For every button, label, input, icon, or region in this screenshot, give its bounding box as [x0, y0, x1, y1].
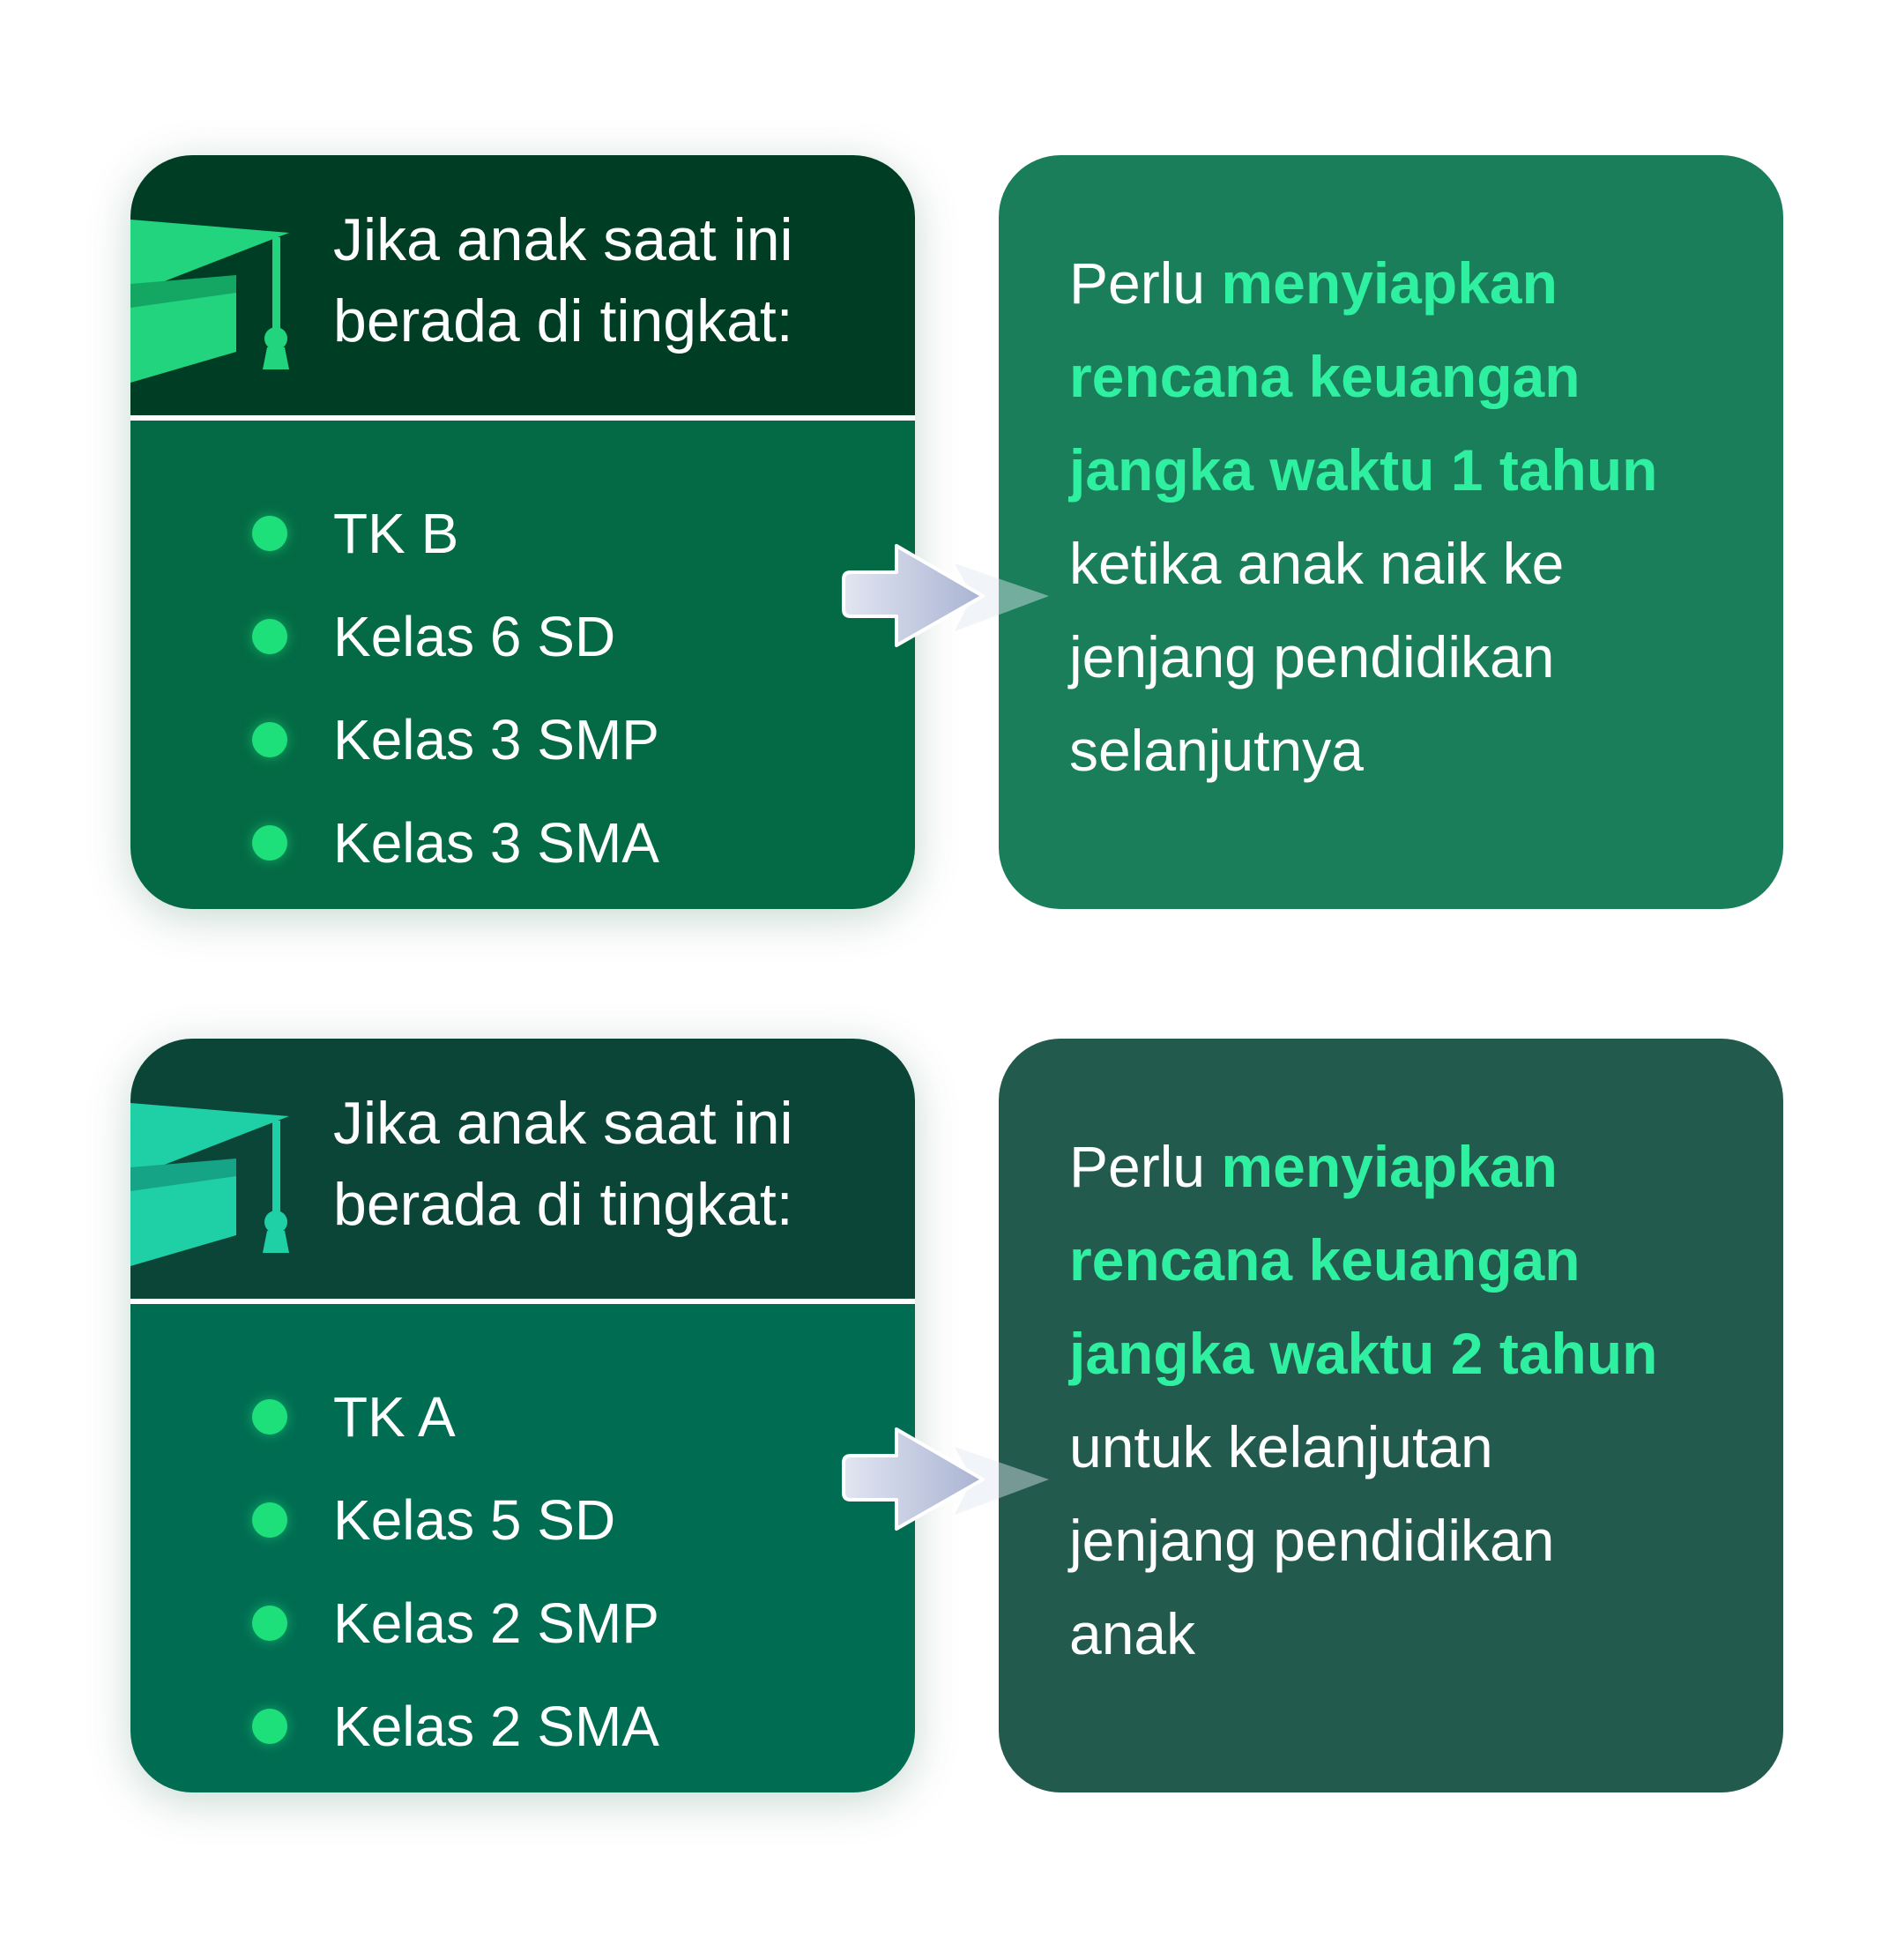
plan-highlight: jangka waktu 2 tahun: [1069, 1321, 1658, 1386]
graduation-cap-icon: [130, 162, 307, 391]
plan-line: [1069, 1120, 1766, 1213]
plan-card: [999, 155, 1783, 909]
level-label: Kelas 3 SMA: [333, 811, 659, 875]
plan-highlight: menyiapkan: [1221, 250, 1558, 316]
level-card: [130, 1039, 915, 1792]
level-item: [130, 1469, 915, 1572]
plan-body-line: untuk kelanjutan: [1069, 1414, 1493, 1479]
level-item: [130, 585, 915, 689]
plan-highlight: rencana keuangan: [1069, 344, 1580, 409]
bullet-dot: [252, 1606, 287, 1641]
level-label: TK B: [333, 502, 459, 565]
plan-text: [1069, 236, 1766, 797]
level-item: [130, 1572, 915, 1675]
level-label: Kelas 2 SMP: [333, 1591, 659, 1655]
plan-body-line: selanjutnya: [1069, 718, 1364, 783]
bullet-dot: [252, 1502, 287, 1538]
bullet-dot: [252, 722, 287, 757]
level-label: TK A: [333, 1385, 456, 1449]
plan-body-line: ketika anak naik ke: [1069, 531, 1565, 596]
bullet-dot: [252, 825, 287, 861]
bullet-dot: [252, 516, 287, 551]
header-title-line: berada di tingkat:: [333, 287, 793, 354]
bullet-dot: [252, 1709, 287, 1744]
header-title: [333, 1083, 906, 1245]
plan-lead: Perlu: [1069, 1134, 1206, 1199]
plan-line: [1069, 236, 1766, 330]
plan-highlight: jangka waktu 1 tahun: [1069, 437, 1658, 503]
card-header: [130, 155, 915, 415]
arrow-right-icon: [842, 1416, 1053, 1539]
card-body: [130, 421, 915, 909]
plan-highlight: rencana keuangan: [1069, 1227, 1580, 1293]
plan-body-line: jenjang pendidikan: [1069, 1508, 1555, 1573]
level-item: [130, 1366, 915, 1469]
level-label: Kelas 6 SD: [333, 605, 616, 668]
level-label: Kelas 3 SMP: [333, 708, 659, 771]
level-card: [130, 155, 915, 909]
level-label: Kelas 5 SD: [333, 1488, 616, 1552]
level-item: [130, 1675, 915, 1778]
level-item: [130, 792, 915, 895]
row-1: [0, 155, 1904, 913]
header-title-line: Jika anak saat ini: [333, 1090, 793, 1157]
arrow-right-icon: [842, 533, 1053, 656]
level-item: [130, 689, 915, 792]
header-title-line: Jika anak saat ini: [333, 206, 793, 273]
row-2: [0, 1039, 1904, 1797]
bullet-dot: [252, 619, 287, 654]
level-label: Kelas 2 SMA: [333, 1695, 659, 1758]
level-list: [130, 1366, 915, 1778]
plan-body-line: anak: [1069, 1601, 1196, 1666]
plan-body-line: jenjang pendidikan: [1069, 624, 1555, 689]
plan-lead: Perlu: [1069, 250, 1206, 316]
level-item: [130, 482, 915, 585]
header-title-line: berada di tingkat:: [333, 1171, 793, 1238]
card-header: [130, 1039, 915, 1299]
header-title: [333, 199, 906, 361]
plan-text: [1069, 1120, 1766, 1680]
card-body: [130, 1304, 915, 1792]
bullet-dot: [252, 1399, 287, 1435]
graduation-cap-icon: [130, 1046, 307, 1275]
level-list: [130, 482, 915, 895]
plan-highlight: menyiapkan: [1221, 1134, 1558, 1199]
plan-card: [999, 1039, 1783, 1792]
